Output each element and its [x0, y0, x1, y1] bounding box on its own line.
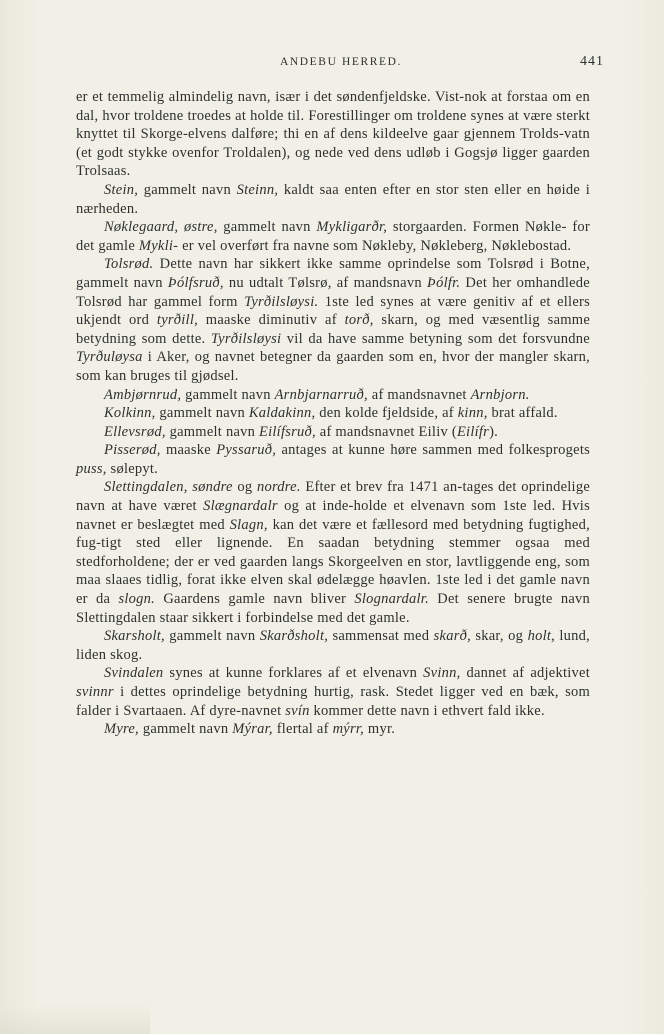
italic-term: Slognardalr.	[354, 591, 429, 608]
text-run: af mandsnavnet Eiliv (	[315, 423, 457, 440]
text-run: kaldt saa enten efter en stor sten eller en høide i nærheden.	[76, 181, 590, 217]
paragraph	[76, 255, 590, 385]
text-run: og at inde-holde et elvenavn som 1ste led. Hvis navnet er beslægtet med	[76, 498, 590, 533]
italic-term: Eilífr	[456, 423, 490, 440]
italic-term: Slægnardalr	[203, 498, 278, 515]
italic-term: Eilífsruð,	[259, 423, 316, 440]
text-run: Det her omhandlede Tolsrød har gammel form	[76, 274, 590, 310]
text-run: gammelt navn	[165, 423, 259, 440]
paragraph	[76, 441, 590, 478]
paragraph	[76, 404, 590, 423]
text-run: maaske diminutiv af	[198, 312, 345, 329]
italic-term: Tolsrød.	[104, 256, 154, 273]
italic-term: Þólfr.	[426, 274, 461, 291]
italic-term: Mýrar,	[232, 721, 273, 738]
text-run: Dette navn har sikkert ikke samme oprindelse som Tolsrød i Botne, gammelt navn	[76, 256, 590, 291]
text-run: kommer dette navn i ethvert fald ikke.	[309, 702, 545, 719]
text-run: flertal af	[272, 721, 333, 738]
italic-term: Mykligarðr,	[316, 219, 388, 236]
paragraph	[76, 627, 590, 664]
text-run: gammelt navn	[138, 721, 233, 738]
text-run: gammelt navn	[155, 405, 249, 422]
italic-term: Kaldakinn,	[248, 405, 316, 422]
paragraph	[76, 218, 590, 255]
italic-term: Ellevsrød,	[104, 423, 166, 440]
text-run: sammensat med	[328, 628, 434, 645]
italic-term: Kolkinn,	[104, 405, 156, 422]
text-run: brat affald.	[487, 405, 558, 422]
text-run: gammelt navn	[138, 181, 237, 198]
text-run: er et temmelig almindelig navn, især i det søndenfjeldske. Vist-nok at forstaa om en dal, hvor troldene troedes at holde til. Forestillinger om troldene synes at være sterkt knyttet til Skorge-elvens dalføre; thi en af dens kildeelve gaar gjennem Trolds-vatn (et godt stykke ovenfor Troldalen), og nede ved dens udløb i Gogsjø ligger gaarden Trolsaas.	[76, 89, 590, 180]
italic-term: torð,	[344, 312, 374, 329]
text-run: ).	[489, 423, 499, 440]
italic-term: Myre,	[104, 721, 139, 738]
body-text	[76, 88, 590, 739]
paragraph	[76, 478, 590, 627]
page-number: 441	[580, 54, 604, 69]
italic-term: slogn.	[118, 591, 156, 608]
italic-term: Svindalen	[104, 665, 164, 682]
italic-term: svinnr	[76, 684, 114, 700]
text-run: Gaardens gamle navn bliver	[155, 591, 355, 608]
running-title: ANDEBU HERRED.	[279, 56, 403, 68]
paragraph	[76, 720, 590, 739]
page-header	[78, 52, 604, 72]
italic-term: holt,	[527, 628, 555, 645]
italic-term: Þólfsruð,	[167, 274, 224, 291]
text-run: gammelt navn	[164, 628, 260, 645]
text-run: myr.	[364, 721, 396, 738]
text-run: den kolde fjeldside, af	[315, 405, 458, 422]
text-run: Efter et brev fra 1471 an-tages det oprindelige navn at have været	[76, 479, 591, 515]
italic-term: svín	[285, 702, 310, 719]
text-run: synes at kunne forklares af et elvenavn	[163, 665, 424, 682]
text-run: gammelt navn	[217, 219, 317, 236]
text-run: er vel overført fra navne som Nøkleby, Nøkleberg, Nøklebostad.	[178, 237, 572, 254]
text-run: dannet af adjektivet	[460, 665, 590, 682]
text-run: gammelt navn	[181, 386, 275, 403]
italic-term: Pisserød,	[104, 442, 161, 459]
italic-term: Tyrðilsløysi.	[244, 293, 319, 310]
italic-term: Ambjørnrud,	[104, 386, 182, 403]
text-run: og	[232, 479, 257, 496]
italic-term: Pyssaruð,	[216, 442, 277, 459]
paragraph	[76, 664, 590, 720]
italic-term: Nøklegaard, østre,	[104, 219, 218, 236]
text-run: i Aker, og navnet betegner da gaarden som en, hvor der mangler skarn, som kan bruges til gjødsel.	[76, 349, 590, 384]
italic-term: Svinn,	[423, 665, 461, 682]
italic-term: nordre.	[256, 479, 301, 496]
italic-term: puss,	[76, 460, 107, 477]
italic-term: Mykli-	[138, 237, 179, 254]
italic-term: Skarðsholt,	[259, 628, 329, 645]
italic-term: kinn,	[457, 405, 488, 422]
italic-term: Slettingdalen, søndre	[104, 479, 233, 496]
italic-term: tyrðill,	[156, 312, 198, 329]
text-run: maaske	[160, 442, 217, 459]
page-edge-shadow	[0, 1004, 150, 1034]
text-run: kan det være et fællesord med betydning fugtighed, fug-tigt sted eller lignende. En saadan betydning stemmer ogsaa med stedforholdene; der er ved gaarden langs Skorgeelven en stor, lavtliggende eng, som maa slaaes tidlig, forat ikke elven skal ødelægge høavlen. 1ste led i det gamle navn er da	[76, 516, 590, 608]
text-run: i dettes oprindelige betydning hurtig, rask. Stedet ligger ved en bæk, som falder i Svartaaen. Af dyre-navnet	[76, 684, 590, 719]
text-run: skar, og	[470, 628, 528, 645]
paragraph	[76, 423, 590, 442]
text-run: Det senere brugte navn Slettingdalen staar sikkert i forbindelse med det gamle.	[76, 591, 591, 626]
italic-term: Tyrðuløysa	[76, 349, 143, 366]
text-run: 1ste led synes at være genitiv af et ellers ukjendt ord	[76, 293, 590, 329]
italic-term: Arnbjorn.	[470, 386, 530, 403]
italic-term: Skarsholt,	[104, 628, 165, 645]
italic-term: Steinn,	[236, 181, 279, 198]
text-run: lund, liden skog.	[76, 628, 591, 663]
italic-term: Tyrðilsløysi	[210, 330, 282, 347]
italic-term: Slagn,	[229, 516, 268, 533]
text-run: storgaarden. Formen Nøkle- for det gamle	[76, 219, 591, 254]
italic-term: mýrr,	[332, 721, 365, 738]
italic-term: Stein,	[104, 181, 139, 198]
text-run: antages at kunne høre sammen med folkesprogets	[276, 442, 590, 459]
italic-term: skarð,	[433, 628, 471, 645]
paragraph	[76, 88, 590, 181]
italic-term: Arnbjarnarruð,	[274, 386, 368, 403]
text-run: af mandsnavnet	[367, 386, 471, 403]
text-run: sølepyt.	[106, 460, 159, 477]
text-run: nu udtalt Tølsrø, af mandsnavn	[223, 274, 427, 291]
paragraph	[76, 181, 590, 218]
paragraph	[76, 386, 590, 405]
text-run: vil da have samme betyning som det forsvundne	[281, 330, 590, 347]
text-run: skarn, og med væsentlig samme betydning som dette.	[76, 312, 591, 347]
